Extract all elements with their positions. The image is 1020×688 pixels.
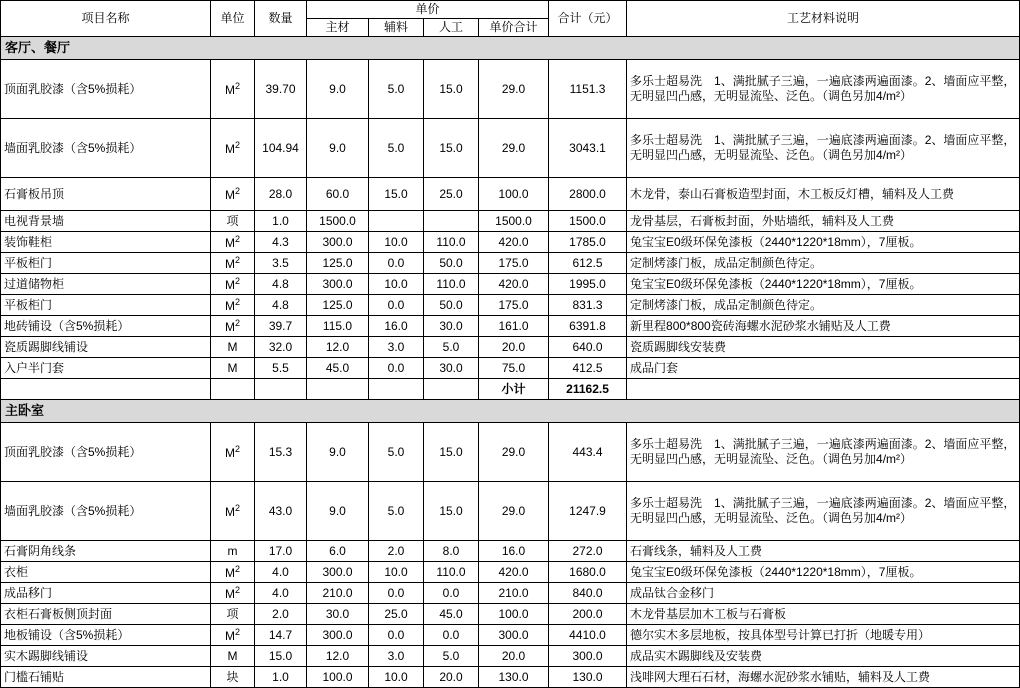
cell-description: 成品实木踢脚线及安装费 xyxy=(627,646,1020,667)
cell-labor: 0.0 xyxy=(424,583,479,604)
cell-aux-material: 10.0 xyxy=(369,562,424,583)
cell-labor: 15.0 xyxy=(424,60,479,119)
cell-quantity: 17.0 xyxy=(255,541,307,562)
header-project-name: 项目名称 xyxy=(1,1,211,37)
cell-quantity: 5.5 xyxy=(255,358,307,379)
cell-quantity: 2.0 xyxy=(255,604,307,625)
cell-unit-price-total: 1500.0 xyxy=(479,211,549,232)
cell-project-name: 顶面乳胶漆（含5%损耗） xyxy=(1,60,211,119)
cell-quantity: 1.0 xyxy=(255,211,307,232)
cell-unit: $M^2$ xyxy=(224,80,240,97)
cell-unit-wrap xyxy=(211,211,255,232)
cell-sum: 1680.0 xyxy=(549,562,627,583)
cell-unit: $M^2$ xyxy=(224,563,240,580)
cell-quantity: 32.0 xyxy=(255,337,307,358)
cell-project-name: 平板柜门 xyxy=(1,253,211,274)
cell-sum: 640.0 xyxy=(549,337,627,358)
cell-project-name: 石膏板吊顶 xyxy=(1,178,211,211)
cell-unit: 项 xyxy=(226,213,239,228)
cell-unit-price-total: 29.0 xyxy=(479,60,549,119)
cell-quantity: 104.94 xyxy=(255,119,307,178)
subtotal-blank-1 xyxy=(1,379,211,400)
cell-unit-wrap xyxy=(211,274,255,295)
table-row[interactable] xyxy=(1,482,1020,541)
cell-unit-price-total: 130.0 xyxy=(479,667,549,688)
cell-main-material: 30.0 xyxy=(307,604,369,625)
cell-sum: 6391.8 xyxy=(549,316,627,337)
cell-main-material: 9.0 xyxy=(307,60,369,119)
table-row[interactable] xyxy=(1,232,1020,253)
cell-unit: M xyxy=(227,339,238,354)
cell-unit-wrap xyxy=(211,337,255,358)
table-row[interactable] xyxy=(1,295,1020,316)
section-header-row xyxy=(1,37,1020,60)
table-row[interactable] xyxy=(1,178,1020,211)
cell-unit: $M^2$ xyxy=(224,317,240,334)
cell-sum: 300.0 xyxy=(549,646,627,667)
cell-project-name: 电视背景墙 xyxy=(1,211,211,232)
cell-labor: 25.0 xyxy=(424,178,479,211)
cell-project-name: 衣柜 xyxy=(1,562,211,583)
cell-quantity: 4.8 xyxy=(255,274,307,295)
cell-aux-material: 5.0 xyxy=(369,482,424,541)
cell-aux-material: 2.0 xyxy=(369,541,424,562)
cell-description: 浅啡网大理石石材，海螺水泥砂浆水铺贴，辅料及人工费 xyxy=(627,667,1020,688)
cell-main-material: 210.0 xyxy=(307,583,369,604)
cell-quantity: 4.8 xyxy=(255,295,307,316)
cell-labor: 110.0 xyxy=(424,232,479,253)
cell-unit: $M^2$ xyxy=(224,502,240,519)
cell-sum: 130.0 xyxy=(549,667,627,688)
header-description: 工艺材料说明 xyxy=(627,1,1020,37)
cell-sum: 831.3 xyxy=(549,295,627,316)
header-aux-material: 辅料 xyxy=(369,19,424,37)
cell-project-name: 地砖铺设（含5%损耗） xyxy=(1,316,211,337)
cell-main-material: 1500.0 xyxy=(307,211,369,232)
table-row[interactable] xyxy=(1,337,1020,358)
cell-unit-price-total: 420.0 xyxy=(479,232,549,253)
cell-description: 瓷质踢脚线安装费 xyxy=(627,337,1020,358)
cell-labor xyxy=(424,211,479,232)
cell-unit: $M^2$ xyxy=(224,584,240,601)
cell-labor: 15.0 xyxy=(424,119,479,178)
cell-labor: 110.0 xyxy=(424,274,479,295)
cell-aux-material: 15.0 xyxy=(369,178,424,211)
cell-main-material: 45.0 xyxy=(307,358,369,379)
cell-description: 定制烤漆门板，成品定制颜色待定。 xyxy=(627,253,1020,274)
cell-main-material: 9.0 xyxy=(307,119,369,178)
section-title: 客厅、餐厅 xyxy=(1,37,1020,60)
cell-unit: $M^2$ xyxy=(224,443,240,460)
table-row[interactable] xyxy=(1,253,1020,274)
cell-description: 德尔实木多层地板，按具体型号计算已打折（地暖专用） xyxy=(627,625,1020,646)
cell-aux-material: 5.0 xyxy=(369,423,424,482)
cell-sum: 200.0 xyxy=(549,604,627,625)
cell-labor: 0.0 xyxy=(424,625,479,646)
cell-quantity: 14.7 xyxy=(255,625,307,646)
cell-description: 多乐士超易洗 1、满批腻子三遍，一遍底漆两遍面漆。2、墙面应平整，无明显凹凸感，无明显流坠、泛色。（调色另加4/m²） xyxy=(627,482,1020,541)
table-row[interactable] xyxy=(1,358,1020,379)
cell-unit-wrap xyxy=(211,253,255,274)
cell-unit-wrap xyxy=(211,295,255,316)
cell-project-name: 瓷质踢脚线铺设 xyxy=(1,337,211,358)
section-header-row xyxy=(1,400,1020,423)
table-row[interactable] xyxy=(1,541,1020,562)
cell-aux-material: 0.0 xyxy=(369,295,424,316)
cell-unit-wrap xyxy=(211,232,255,253)
cell-main-material: 60.0 xyxy=(307,178,369,211)
table-row[interactable] xyxy=(1,274,1020,295)
cell-unit-wrap xyxy=(211,541,255,562)
cell-labor: 15.0 xyxy=(424,482,479,541)
cell-unit-price-total: 75.0 xyxy=(479,358,549,379)
table-row[interactable] xyxy=(1,423,1020,482)
cell-sum: 1247.9 xyxy=(549,482,627,541)
cell-description: 兔宝宝E0级环保免漆板（2440*1220*18mm），7厘板。 xyxy=(627,232,1020,253)
table-row[interactable] xyxy=(1,316,1020,337)
cell-quantity: 28.0 xyxy=(255,178,307,211)
cell-quantity: 15.3 xyxy=(255,423,307,482)
cell-quantity: 39.7 xyxy=(255,316,307,337)
table-row[interactable] xyxy=(1,625,1020,646)
cell-unit-price-total: 300.0 xyxy=(479,625,549,646)
cell-labor: 15.0 xyxy=(424,423,479,482)
cell-project-name: 平板柜门 xyxy=(1,295,211,316)
cell-main-material: 300.0 xyxy=(307,274,369,295)
cell-description: 多乐士超易洗 1、满批腻子三遍，一遍底漆两遍面漆。2、墙面应平整，无明显凹凸感，无明显流坠、泛色。（调色另加4/m²） xyxy=(627,60,1020,119)
cell-aux-material: 0.0 xyxy=(369,583,424,604)
cell-sum: 1785.0 xyxy=(549,232,627,253)
subtotal-row xyxy=(1,379,1020,400)
cell-unit-price-total: 420.0 xyxy=(479,562,549,583)
cell-unit-wrap xyxy=(211,60,255,119)
cell-description: 木龙骨，泰山石膏板造型封面，木工板反灯槽，辅料及人工费 xyxy=(627,178,1020,211)
cell-main-material: 300.0 xyxy=(307,625,369,646)
cell-unit-price-total: 20.0 xyxy=(479,646,549,667)
cell-unit-wrap xyxy=(211,358,255,379)
cell-project-name: 石膏阴角线条 xyxy=(1,541,211,562)
cell-unit-price-total: 210.0 xyxy=(479,583,549,604)
table-header xyxy=(1,1,1020,37)
cell-aux-material: 5.0 xyxy=(369,60,424,119)
cell-unit-wrap xyxy=(211,646,255,667)
cell-description: 龙骨基层，石膏板封面，外贴墙纸，辅料及人工费 xyxy=(627,211,1020,232)
cell-aux-material: 25.0 xyxy=(369,604,424,625)
cell-project-name: 装饰鞋柜 xyxy=(1,232,211,253)
cell-aux-material: 0.0 xyxy=(369,253,424,274)
cell-unit: $M^2$ xyxy=(224,185,240,202)
cell-unit: $M^2$ xyxy=(224,275,240,292)
cell-project-name: 成品移门 xyxy=(1,583,211,604)
cell-description: 木龙骨基层加木工板与石膏板 xyxy=(627,604,1020,625)
cell-main-material: 6.0 xyxy=(307,541,369,562)
cell-description: 新里程800*800瓷砖海螺水泥砂浆水铺贴及人工费 xyxy=(627,316,1020,337)
cell-unit-price-total: 20.0 xyxy=(479,337,549,358)
cell-quantity: 39.70 xyxy=(255,60,307,119)
subtotal-blank-4 xyxy=(307,379,369,400)
cell-project-name: 墙面乳胶漆（含5%损耗） xyxy=(1,482,211,541)
cell-unit-wrap xyxy=(211,316,255,337)
cell-unit-price-total: 16.0 xyxy=(479,541,549,562)
table-row[interactable] xyxy=(1,583,1020,604)
cell-unit: $M^2$ xyxy=(224,233,240,250)
cell-aux-material: 10.0 xyxy=(369,667,424,688)
subtotal-blank-3 xyxy=(255,379,307,400)
cell-labor: 5.0 xyxy=(424,337,479,358)
table-row[interactable] xyxy=(1,667,1020,688)
cell-unit-price-total: 29.0 xyxy=(479,482,549,541)
cell-main-material: 300.0 xyxy=(307,232,369,253)
cell-project-name: 过道储物柜 xyxy=(1,274,211,295)
table-row[interactable] xyxy=(1,562,1020,583)
cell-main-material: 12.0 xyxy=(307,646,369,667)
cell-aux-material xyxy=(369,211,424,232)
cell-aux-material: 10.0 xyxy=(369,274,424,295)
cell-quantity: 4.3 xyxy=(255,232,307,253)
cell-sum: 612.5 xyxy=(549,253,627,274)
cell-aux-material: 3.0 xyxy=(369,337,424,358)
table-row[interactable] xyxy=(1,211,1020,232)
table-row[interactable] xyxy=(1,60,1020,119)
cell-quantity: 1.0 xyxy=(255,667,307,688)
cell-sum: 412.5 xyxy=(549,358,627,379)
table-row[interactable] xyxy=(1,604,1020,625)
cell-description: 成品门套 xyxy=(627,358,1020,379)
cell-labor: 110.0 xyxy=(424,562,479,583)
cell-unit: $M^2$ xyxy=(224,254,240,271)
subtotal-label: 小计 xyxy=(479,379,549,400)
header-unit: 单位 xyxy=(211,1,255,37)
cell-labor: 20.0 xyxy=(424,667,479,688)
cell-unit: $M^2$ xyxy=(224,296,240,313)
cell-sum: 840.0 xyxy=(549,583,627,604)
cell-main-material: 125.0 xyxy=(307,253,369,274)
cell-unit-wrap xyxy=(211,625,255,646)
cell-unit-price-total: 175.0 xyxy=(479,295,549,316)
cell-description: 多乐士超易洗 1、满批腻子三遍，一遍底漆两遍面漆。2、墙面应平整，无明显凹凸感，无明显流坠、泛色。（调色另加4/m²） xyxy=(627,423,1020,482)
cell-sum: 1500.0 xyxy=(549,211,627,232)
cell-unit-price-total: 100.0 xyxy=(479,178,549,211)
cell-unit-price-total: 161.0 xyxy=(479,316,549,337)
cell-unit-price-total: 420.0 xyxy=(479,274,549,295)
cell-sum: 1151.3 xyxy=(549,60,627,119)
cell-unit-wrap xyxy=(211,178,255,211)
table-row[interactable] xyxy=(1,646,1020,667)
cell-unit-price-total: 175.0 xyxy=(479,253,549,274)
cell-main-material: 125.0 xyxy=(307,295,369,316)
cell-unit-price-total: 29.0 xyxy=(479,119,549,178)
cell-unit-price-total: 29.0 xyxy=(479,423,549,482)
cell-unit: $M^2$ xyxy=(224,139,240,156)
header-labor: 人工 xyxy=(424,19,479,37)
cell-aux-material: 0.0 xyxy=(369,358,424,379)
header-sum: 合计（元） xyxy=(549,1,627,37)
cell-quantity: 15.0 xyxy=(255,646,307,667)
cell-unit-wrap xyxy=(211,667,255,688)
cell-sum: 2800.0 xyxy=(549,178,627,211)
cell-aux-material: 10.0 xyxy=(369,232,424,253)
cell-main-material: 100.0 xyxy=(307,667,369,688)
cell-sum: 3043.1 xyxy=(549,119,627,178)
cell-main-material: 12.0 xyxy=(307,337,369,358)
cell-main-material: 115.0 xyxy=(307,316,369,337)
cell-aux-material: 16.0 xyxy=(369,316,424,337)
cell-quantity: 4.0 xyxy=(255,562,307,583)
cell-main-material: 300.0 xyxy=(307,562,369,583)
cell-aux-material: 3.0 xyxy=(369,646,424,667)
table-row[interactable] xyxy=(1,119,1020,178)
cell-project-name: 门槛石铺贴 xyxy=(1,667,211,688)
cell-unit: 块 xyxy=(226,669,239,684)
cell-unit-wrap xyxy=(211,562,255,583)
subtotal-value: 21162.5 xyxy=(549,379,627,400)
header-unit-price-total: 单价合计 xyxy=(479,19,549,37)
cell-quantity: 3.5 xyxy=(255,253,307,274)
cell-quantity: 43.0 xyxy=(255,482,307,541)
cell-unit: M xyxy=(227,360,238,375)
header-unit-price-group: 单价 xyxy=(307,1,549,19)
subtotal-blank-7 xyxy=(627,379,1020,400)
cell-labor: 50.0 xyxy=(424,295,479,316)
cell-description: 石膏线条，辅料及人工费 xyxy=(627,541,1020,562)
cell-project-name: 入户半门套 xyxy=(1,358,211,379)
cell-main-material: 9.0 xyxy=(307,482,369,541)
cell-unit-price-total: 100.0 xyxy=(479,604,549,625)
cell-sum: 443.4 xyxy=(549,423,627,482)
cell-unit: m xyxy=(227,543,238,558)
cell-description: 成品钛合金移门 xyxy=(627,583,1020,604)
cell-project-name: 衣柜石膏板侧顶封面 xyxy=(1,604,211,625)
cell-unit: 项 xyxy=(226,606,239,621)
cell-sum: 4410.0 xyxy=(549,625,627,646)
cell-quantity: 4.0 xyxy=(255,583,307,604)
subtotal-blank-6 xyxy=(424,379,479,400)
header-main-material: 主材 xyxy=(307,19,369,37)
cell-project-name: 地板铺设（含5%损耗） xyxy=(1,625,211,646)
cell-labor: 30.0 xyxy=(424,316,479,337)
cell-description: 多乐士超易洗 1、满批腻子三遍，一遍底漆两遍面漆。2、墙面应平整，无明显凹凸感，无明显流坠、泛色。（调色另加4/m²） xyxy=(627,119,1020,178)
cell-project-name: 墙面乳胶漆（含5%损耗） xyxy=(1,119,211,178)
cell-unit-wrap xyxy=(211,604,255,625)
subtotal-blank-5 xyxy=(369,379,424,400)
cell-unit: $M^2$ xyxy=(224,626,240,643)
cell-aux-material: 0.0 xyxy=(369,625,424,646)
header-quantity: 数量 xyxy=(255,1,307,37)
cell-project-name: 实木踢脚线铺设 xyxy=(1,646,211,667)
cell-labor: 30.0 xyxy=(424,358,479,379)
cell-labor: 5.0 xyxy=(424,646,479,667)
cell-main-material: 9.0 xyxy=(307,423,369,482)
cell-unit-wrap xyxy=(211,482,255,541)
cell-sum: 1995.0 xyxy=(549,274,627,295)
subtotal-blank-2 xyxy=(211,379,255,400)
cell-description: 兔宝宝E0级环保免漆板（2440*1220*18mm），7厘板。 xyxy=(627,562,1020,583)
cell-description: 兔宝宝E0级环保免漆板（2440*1220*18mm），7厘板。 xyxy=(627,274,1020,295)
table-body xyxy=(1,37,1020,688)
header-row-1 xyxy=(1,1,1020,19)
cell-unit: M xyxy=(227,648,238,663)
cell-unit-wrap xyxy=(211,583,255,604)
cell-description: 定制烤漆门板，成品定制颜色待定。 xyxy=(627,295,1020,316)
section-title: 主卧室 xyxy=(1,400,1020,423)
cell-unit-wrap xyxy=(211,423,255,482)
cell-unit-wrap xyxy=(211,119,255,178)
cell-sum: 272.0 xyxy=(549,541,627,562)
cell-labor: 50.0 xyxy=(424,253,479,274)
cell-aux-material: 5.0 xyxy=(369,119,424,178)
cell-labor: 45.0 xyxy=(424,604,479,625)
cell-project-name: 顶面乳胶漆（含5%损耗） xyxy=(1,423,211,482)
cell-labor: 8.0 xyxy=(424,541,479,562)
